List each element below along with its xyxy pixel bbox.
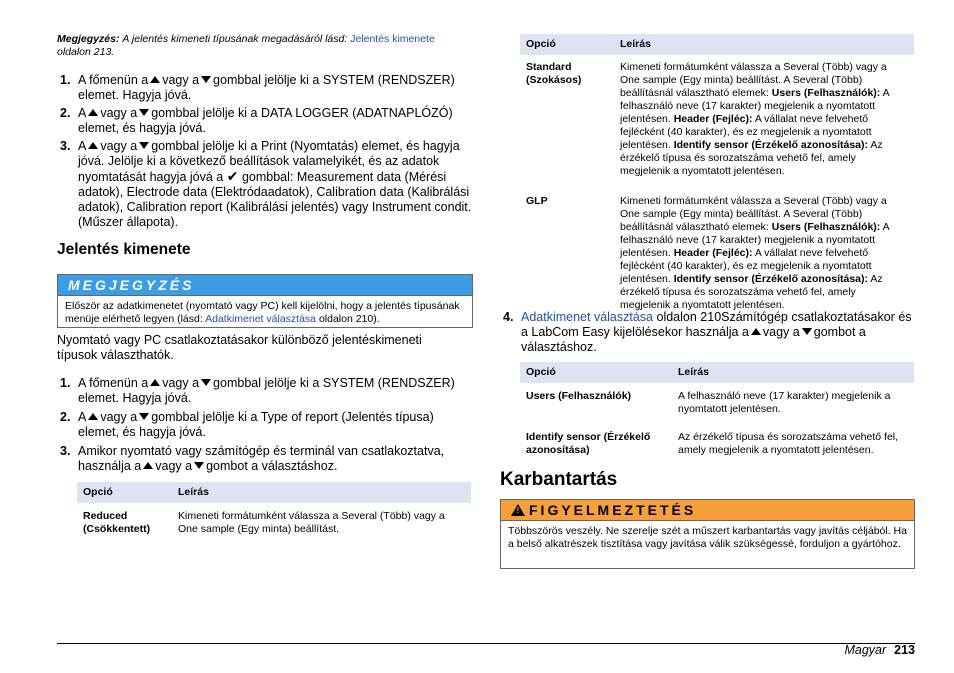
table-row: Reduced (Csökkentett) Kimeneti formátumként válassza a Several (Több) vagy a One sample (Egy minta) beállítást. bbox=[77, 504, 471, 541]
up-arrow-icon bbox=[751, 328, 761, 335]
column-header: Opció bbox=[520, 362, 672, 384]
step-2: 2. A vagy a gombbal jelölje ki a DATA LOGGER (ADATNAPLÓZÓ) elemet, és hagyja jóvá. bbox=[60, 106, 453, 135]
down-arrow-icon bbox=[139, 413, 149, 420]
section-title-report: Jelentés kimenete bbox=[57, 241, 191, 258]
step-3: 3. A vagy a gombbal jelölje ki a Print (Nyomtatás) elemet, és hagyja jóvá. Jelölje ki a következő beállítások valamelyikét, és az adatok nyomtatását hagyja jóvá a ✔ gombbal: Measurement data (Mérési adatok), Electrode data (Elektródaadatok), Calibration data (Kalibrálási adatok), Calibration report (Kalibrálási jelentés) vagy Instrument condit. (Műszer állapota). bbox=[60, 139, 472, 229]
up-arrow-icon bbox=[88, 413, 98, 420]
step-1: 1. A főmenün a vagy a gombbal jelölje ki a SYSTEM (RENDSZER) elemet. Hagyja jóvá. bbox=[60, 73, 455, 102]
note-box bbox=[57, 274, 473, 328]
step-4: 4. Adatkimenet választása oldalon 210Számítógép csatlakoztatásakor és a LabCom Easy kijelölésekor használja a vagy a gombot a választáshoz. bbox=[503, 310, 912, 354]
warning-icon: ! bbox=[511, 504, 525, 516]
up-arrow-icon bbox=[150, 379, 160, 386]
note-text: A jelentés kimeneti típusának megadásáról lásd: bbox=[122, 33, 348, 45]
step-3: 3. Amikor nyomtató vagy számítógép és terminál van csatlakoztatva, használja a vagy a gombot a választáshoz. bbox=[60, 444, 445, 473]
report-intro: Nyomtató vagy PC csatlakoztatásakor különböző jelentéskimeneti típusok választhatók. bbox=[57, 333, 422, 362]
table-row: GLP Kimeneti formátumként válassza a Several (Több) vagy a One sample (Egy minta) beállítást. A Several (Több) beállításnál választható elemek: Users (Felhasználók): A felhasználó neve (17 karakter) megjelenik a nyomtatott jelentésen. Header (Fejléc): A vállalat neve felvehető fejlécként (40 karakter), és ez megjelenik a nyomtatott jelentésen. Identify sensor (Érzékelő azonosítása): Az érzékelő típusa és sorozatszáma vehető fel, amely megjelenik a nyomtatott jelentésen. bbox=[520, 189, 914, 317]
page-number: 213 bbox=[894, 643, 915, 657]
up-arrow-icon bbox=[88, 142, 98, 149]
steps-list-2 bbox=[57, 376, 472, 474]
down-arrow-icon bbox=[802, 328, 812, 335]
table-row: Users (Felhasználók) A felhasználó neve (17 karakter) megjelenik a nyomtatott jelentésen. bbox=[520, 384, 914, 425]
note-label: Megjegyzés: bbox=[57, 33, 120, 45]
data-output-link[interactable]: Adatkimenet választása bbox=[521, 310, 654, 324]
step-2: 2. A vagy a gombbal jelölje ki a Type of report (Jelentés típusa) elemet, és hagyja jóvá. bbox=[60, 410, 434, 439]
up-arrow-icon bbox=[88, 109, 98, 116]
column-header: Opció bbox=[520, 34, 614, 56]
down-arrow-icon bbox=[194, 462, 204, 469]
down-arrow-icon bbox=[201, 76, 211, 83]
up-arrow-icon bbox=[150, 76, 160, 83]
report-output-link[interactable]: Jelentés kimenete bbox=[350, 33, 435, 45]
note-header: MEGJEGYZÉS bbox=[58, 275, 472, 296]
footer bbox=[844, 643, 915, 657]
column-header: Leírás bbox=[172, 482, 471, 504]
table-row: Standard (Szokásos) Kimeneti formátumként válassza a Several (Több) vagy a One sample (Egy minta) beállítást. A Several (Több) beállításnál választható elemek: Users (Felhasználók): A felhasználó neve (17 karakter) megjelenik a nyomtatott jelentésen. Header (Fejléc): A vállalat neve felvehető fejlécként (40 karakter), és ez megjelenik a nyomtatott jelentésen. Identify sensor (Érzékelő azonosítása): Az érzékelő típusa és sorozatszáma vehető fel, amely megjelenik a nyomtatott jelentésen. bbox=[520, 56, 914, 189]
down-arrow-icon bbox=[139, 109, 149, 116]
top-note bbox=[57, 33, 472, 59]
warning-header: ! FIGYELMEZTETÉS bbox=[501, 500, 914, 521]
note-body: Először az adatkimenetet (nyomtató vagy PC) kell kijelölni, hogy a jelentés típusának menüje elérhető legyen (lásd: Adatkimenet választása oldalon 210). bbox=[65, 300, 460, 325]
checkmark-icon: ✔ bbox=[226, 168, 239, 184]
down-arrow-icon bbox=[139, 142, 149, 149]
options-table-reduced bbox=[77, 482, 471, 540]
up-arrow-icon bbox=[143, 462, 153, 469]
options-table-pc bbox=[520, 362, 914, 461]
footer-divider bbox=[57, 643, 915, 644]
down-arrow-icon bbox=[201, 379, 211, 386]
footer-language: Magyar bbox=[844, 643, 887, 657]
column-header: Opció bbox=[77, 482, 172, 504]
note-page-ref: oldalon 213. bbox=[57, 46, 115, 58]
steps-list-1 bbox=[57, 73, 472, 230]
options-table-report-types bbox=[520, 34, 914, 316]
column-header: Leírás bbox=[672, 362, 914, 384]
table-row: Identify sensor (Érzékelő azonosítása) Az érzékelő típusa és sorozatszáma vehető fel, amely megjelenik a nyomtatott jelentésen. bbox=[520, 425, 914, 462]
column-header: Leírás bbox=[614, 34, 914, 56]
data-output-link[interactable]: Adatkimenet választása bbox=[205, 313, 317, 325]
warning-box bbox=[500, 499, 915, 569]
section-title-maintenance: Karbantartás bbox=[500, 469, 618, 490]
warning-body: Többszörös veszély. Ne szerelje szét a műszert karbantartás vagy javítás céljából. Ha a belső alkatrészek tisztítása vagy javítása válik szükségessé, forduljon a gyártóhoz. bbox=[508, 525, 907, 550]
step-1: 1. A főmenün a vagy a gombbal jelölje ki a SYSTEM (RENDSZER) elemet. Hagyja jóvá. bbox=[60, 376, 455, 405]
